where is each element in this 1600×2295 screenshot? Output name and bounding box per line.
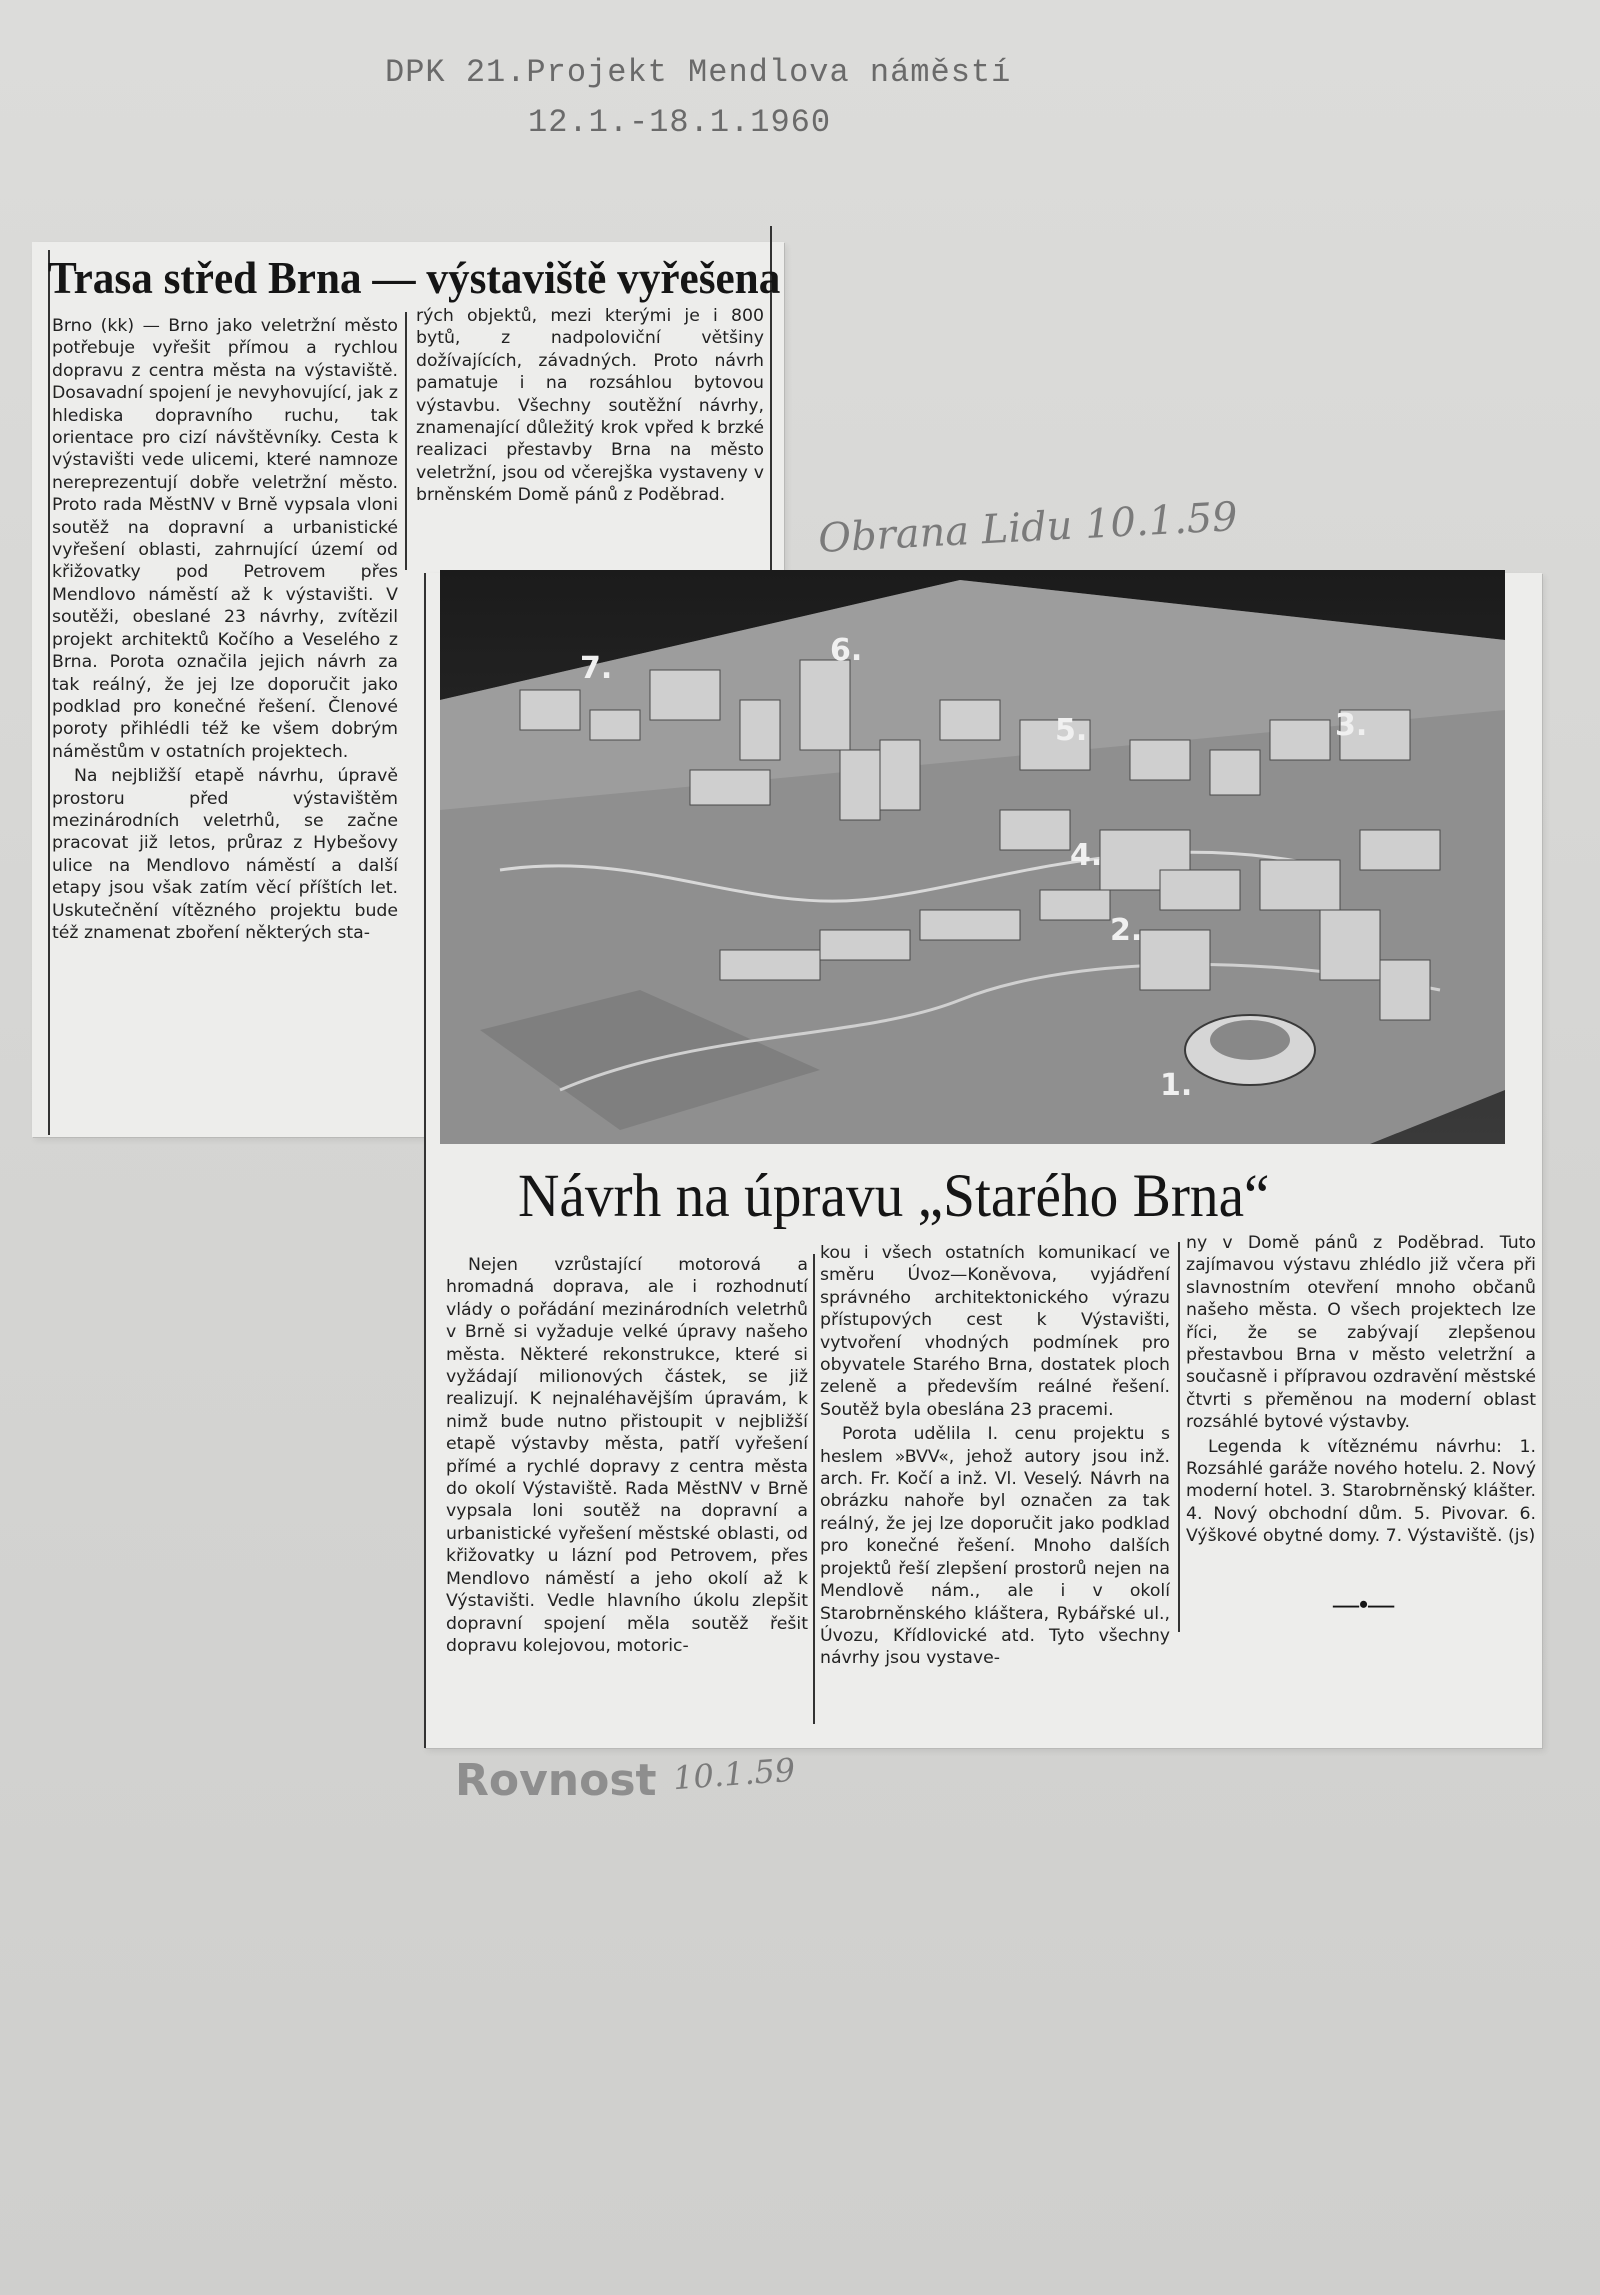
- end-mark: —•—: [1333, 1590, 1395, 1619]
- article1-col1-p1: Brno (kk) — Brno jako veletržní město potřebuje vyřešit přímou a rychlou dopravu z centra města na výstaviště. Dosavadní spojení je nevyhovující, jak z hlediska dopravního ruchu, tak orientace pro cizí návštěvníky. Cesta k výstavišti vede ulicemi, které namnoze nereprezentují dobře veletržní město. Proto rada MěstNV v Brně vypsala vloni soutěž na dopravní a urbanistické vyřešení oblasti, zahrnující území od křižovatky pod Petrovem přes Mendlovo náměstí až k výstavišti. V soutěži, obeslané 23 návrhy, zvítězil projekt architektů Kočího a Veselého z Brna. Porota označila jejich návrh za tak reálný, že jej lze doporučit jako podklad pro konečné řešení. Členové poroty přihlédli též ke všem dobrým náměstům v ostatních projektech.: [52, 316, 398, 762]
- archive-header-line2: 12.1.-18.1.1960: [528, 104, 832, 141]
- clipping-edge-left: [424, 573, 426, 1748]
- model-label-7: 7.: [580, 651, 613, 686]
- model-photograph-svg: [440, 570, 1505, 1144]
- headline-trasa: Trasa střed Brna — výstaviště vyřešena: [48, 253, 781, 303]
- column-rule: [1178, 1242, 1180, 1632]
- article1-col2-p1: rých objektů, mezi kterými je i 800 bytů, z nadpoloviční většiny dožívajících, závadných. Proto návrh pamatuje i na rozsáhlou bytovou výstavbu. Všechny soutěžní návrhy, znamenající důležitý krok vpřed k brzké realizaci přestavby Brna na město veletržní, jsou od včerejška vystaveny v brněnském Domě pánů z Poděbrad.: [416, 306, 764, 506]
- handwritten-date-rovnost: 10.1.59: [671, 1750, 797, 1798]
- source-stamp-rovnost: Rovnost: [455, 1755, 657, 1806]
- archive-header-line1: DPK 21.Projekt Mendlova náměstí: [385, 54, 1012, 91]
- article2-column1: [446, 1254, 808, 1724]
- model-label-3: 3.: [1335, 708, 1368, 743]
- article2-column3: [1186, 1232, 1536, 1622]
- column-rule-left: [48, 250, 50, 1135]
- article2-column2: [820, 1242, 1170, 1722]
- article2-col3-p1: ny v Domě pánů z Poděbrad. Tuto zajímavou výstavu zhlédlo již včera při slavnostním otevření mnoho občanů našeho města. O všech projektech lze říci, že se zabývají zlepšenou přestavbou Brna v město veletržní a současně i přípravou ozdravění městské čtvrti s přeměnou na moderní oblast rozsáhlé bytové výstavby.: [1186, 1233, 1536, 1433]
- model-photograph: [440, 570, 1505, 1144]
- article1-column1: [52, 315, 398, 1140]
- model-label-6: 6.: [830, 633, 863, 668]
- article1-col1-p2: Na nejbližší etapě návrhu, úpravě prostoru před výstavištěm mezinárodních veletrhů, se začne pracovat již letos, průraz z Hybešovy ulice na Mendlovo náměstí a další etapy jsou však zatím věcí příštích let. Uskutečnění vítězného projektu bude též znamenat zboření některých sta-: [52, 766, 398, 943]
- article2-col3-p2: Legenda k vítěznému návrhu: 1. Rozsáhlé garáže nového hotelu. 2. Nový moderní hotel. 3. Starobrněnský klášter. 4. Nový obchodní dům. 5. Pivovar. 6. Výškové obytné domy. 7. Výstaviště. (js): [1186, 1436, 1536, 1547]
- column-rule: [405, 312, 407, 570]
- model-label-4: 4.: [1070, 838, 1103, 873]
- column-rule: [813, 1254, 815, 1724]
- article2-col2-p1: kou i všech ostatních komunikací ve směru Úvoz—Koněvova, vyjádření správného architektonického výrazu přístupových cest k Výstavišti, vytvoření vhodných podmínek pro obyvatele Starého Brna, dostatek ploch zeleně a především reálné řešení. Soutěž byla obeslána 23 pracemi.: [820, 1243, 1170, 1420]
- model-label-2: 2.: [1110, 913, 1143, 948]
- article2-col2-p2: Porota udělila I. cenu projektu s heslem »BVV«, jehož autory jsou inž. arch. Fr. Kočí a inž. Vl. Veselý. Návrh na obrázku nahoře byl označen za tak reálný, že jej lze doporučit jako podklad pro konečné řešení. Mnoho dalších projektů řeší zlepšení prostorů nejen na Mendlově nám., ale i v okolí Starobrněnského kláštera, Rybářské ul., Úvozu, Křídlovické atd. Tyto všechny návrhy jsou vystave-: [820, 1424, 1170, 1669]
- model-label-5: 5.: [1055, 713, 1088, 748]
- article1-column2: [416, 305, 764, 565]
- handwritten-source-obrana-lidu: Obrana Lidu 10.1.59: [817, 494, 1239, 562]
- article2-col1-p1: Nejen vzrůstající motorová a hromadná doprava, ale i rozhodnutí vlády o pořádání mezinárodních veletrhů v Brně si vyžaduje velké úpravy našeho města. Některé rekonstrukce, které si vyžádají milionových částek, se již realizují. K nejnaléhavějším úpravám, k nimž bude nutno přistoupit v nejbližší etapě výstavby města, patří vyřešení přímé a rychlé dopravy z centra města do okolí Výstaviště. Rada MěstNV v Brně vypsala loni soutěž na dopravní a urbanistické vyřešení městské oblasti, od křižovatky u lázní pod Petrovem, přes Mendlovo náměstí a jeho okolí až k Výstavišti. Vedle hlavního úkolu zlepšit dopravní spojení měla soutěž řešit dopravu kolejovou, motoric-: [446, 1255, 808, 1656]
- model-label-1: 1.: [1160, 1068, 1193, 1103]
- headline-navrh: Návrh na úpravu „Starého Brna“: [518, 1163, 1270, 1230]
